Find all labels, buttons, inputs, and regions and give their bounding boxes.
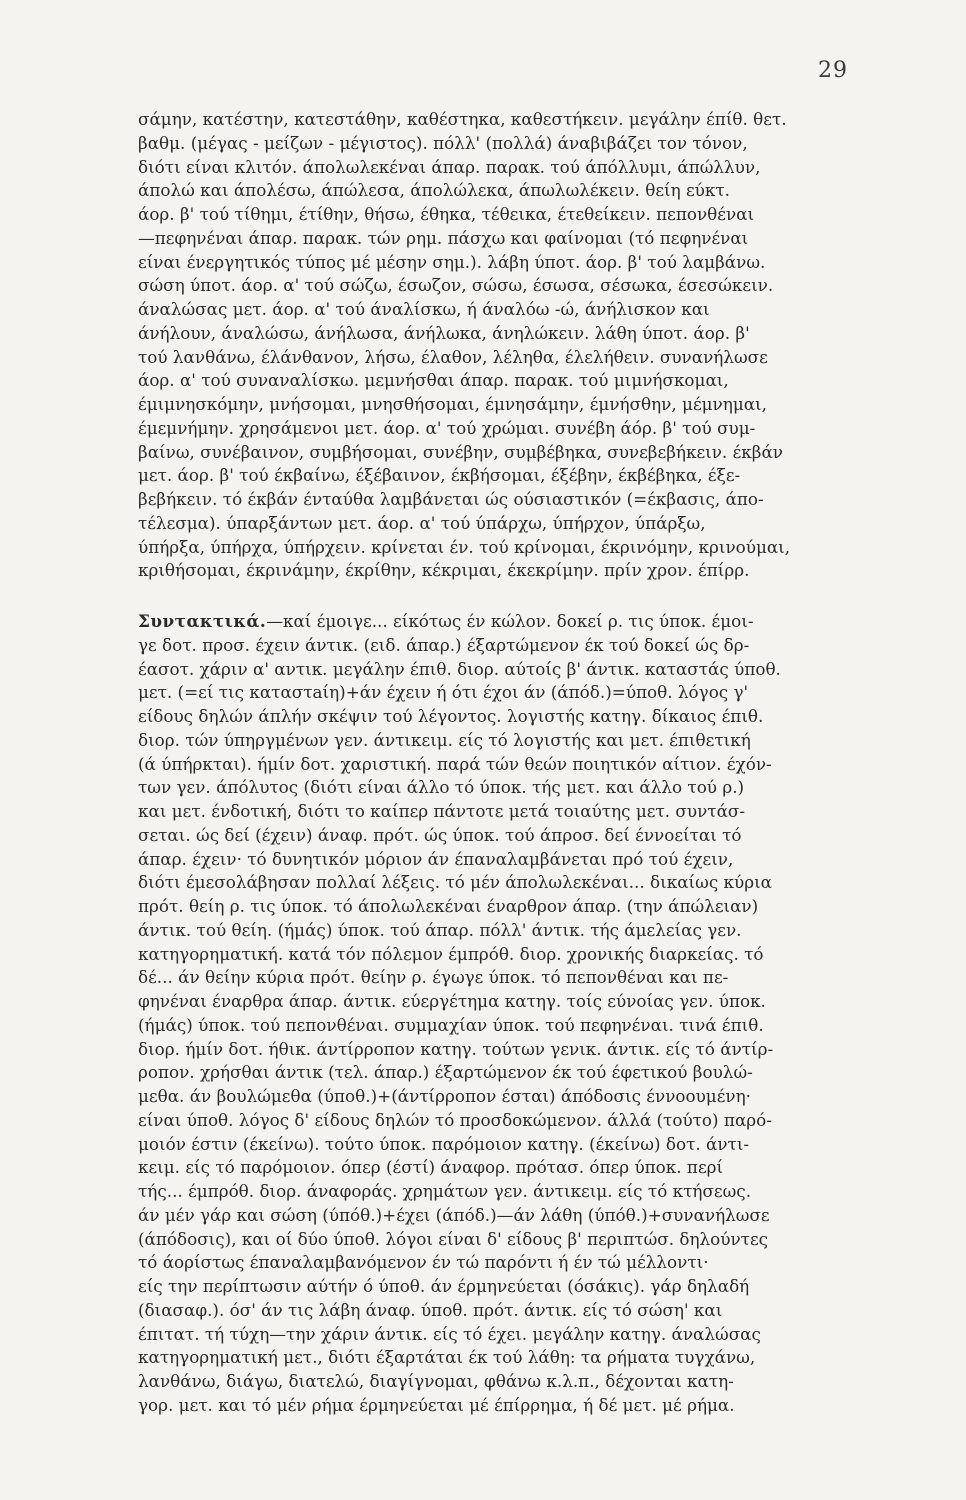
text-line: βαθμ. (μέγας - μείζων - μέγιστος). πόλλ' (πολλά) άναβιβάζει τον τόνον, [138, 132, 748, 153]
text-line: (άπόδοσις), και οί δύο ύποθ. λόγοι είναι δ' είδους β' περιπτώσ. δηλούντες [138, 1228, 769, 1249]
text-line: έπιτατ. τή τύχη—την χάριν άντικ. είς τό έχει. μεγάλην κατηγ. άναλώσας [138, 1323, 761, 1344]
text-line: κατηγορηματική. κατά τόν πόλεμον έμπρόθ. διορ. χρονικής διαρκείας. τό [138, 943, 764, 964]
text-line: γορ. μετ. και τό μέν ρήμα έρμηνεύεται μέ έπίρρημα, ή δέ μετ. μέ ρήμα. [138, 1394, 735, 1415]
text-line: είναι ύποθ. λόγος δ' είδους δηλών τό προσδοκώμενον. άλλά (τούτο) παρό- [138, 1109, 772, 1130]
text-line: άν μέν γάρ και σώση (ύπόθ.)+έχει (άπόδ.)—άν λάθη (ύπόθ.)+συνανήλωσε [138, 1204, 770, 1225]
text-line: άορ. α' τού συναναλίσκω. μεμνήσθαι άπαρ. παρακ. τού μιμνήσκομαι, [138, 370, 729, 391]
text-line: γε δοτ. προσ. έχειν άντικ. (ειδ. άπαρ.) έξαρτώμενον έκ τού δοκεί ώς δρ- [138, 634, 750, 655]
text-line: άνήλουν, άναλώσω, άνήλωσα, άνήλωκα, άνηλώκειν. λάθη ύποτ. άορ. β' [138, 322, 750, 343]
text-line: άναλώσας μετ. άορ. α' τού άναλίσκω, ή άναλόω -ώ, άνήλισκον και [138, 299, 710, 319]
text-line: είδους δηλών άπλήν σκέψιν τού λέγοντος. λογιστής κατηγ. δίκαιος έπιθ. [138, 706, 764, 726]
text-line: άντικ. τού θείη. (ήμάς) ύποκ. τού άπαρ. πόλλ' άντικ. τής άμελείας γεν. [138, 919, 742, 940]
text-line: έμεμνήμην. χρησάμενοι μετ. άορ. α' τού χρώμαι. συνέβη άόρ. β' τού συμ- [138, 417, 756, 438]
text-line: (διασαφ.). όσ' άν τις λάβη άναφ. ύποθ. πρότ. άντικ. είς τό σώση' και [138, 1299, 723, 1320]
text-line: κειμ. είς τό παρόμοιον. όπερ (έστί) άναφορ. πρότασ. όπερ ύποκ. περί [138, 1157, 724, 1178]
text-line: διορ. ήμίν δοτ. ήθικ. άντίρροπον κατηγ. τούτων γενικ. άντικ. είς τό άντίρ- [138, 1038, 774, 1059]
text-line: σώση ύποτ. άορ. α' τού σώζω, έσωζον, σώσω, έσωσα, σέσωκα, έσεσώκειν. [138, 275, 774, 296]
text-line: (ήμάς) ύποκ. τού πεπονθέναι. συμμαχίαν ύποκ. τού πεφηνέναι. τινά έπιθ. [138, 1014, 764, 1035]
text-line: των γεν. άπόλυτος (διότι είναι άλλο τό ύποκ. τής μετ. και άλλο τού ρ.) [138, 777, 745, 798]
text-line: άπολώ και άπολέσω, άπώλεσα, άπολώλεκα, άπωλωλέκειν. θείη εύκτ. [138, 180, 730, 201]
text-line: βαίνω, συνέβαινον, συμβήσομαι, συνέβην, συμβέβηκα, συνεβεβήκειν. έκβάν [138, 441, 784, 462]
text-line: (ά ύπήρκται). ήμίν δοτ. χαριστική. παρά τών θεών ποιητικόν αίτιον. έχόν- [138, 753, 772, 774]
text-line: διότι είναι κλιτόν. άπολωλεκέναι άπαρ. παρακ. τού άπόλλυμι, άπώλλυν, [138, 156, 761, 177]
text-line: διότι έμεσολάβησαν πολλαί λέξεις. τό μέν άπολωλεκέναι... δικαίως κύρια [138, 872, 773, 893]
text-line: σάμην, κατέστην, κατεστάθην, καθέστηκα, καθεστήκειν. μεγάλην έπίθ. θετ. [138, 109, 787, 129]
text-line: είς την περίπτωσιν αύτήν ό ύποθ. άν έρμηνεύεται (όσάκις). γάρ δηλαδή [138, 1276, 750, 1296]
text-line: τέλεσμα). ύπαρξάντων μετ. άορ. α' τού ύπάρχω, ύπήρχον, ύπάρξω, [138, 512, 706, 533]
text-line: τού λανθάνω, έλάνθανον, λήσω, έλαθον, λέληθα, έλελήθειν. συνανήλωσε [138, 346, 768, 367]
text-line: κριθήσομαι, έκρινάμην, έκρίθην, κέκριμαι, έκεκρίμην. πρίν χρον. έπίρρ. [138, 560, 750, 581]
text-line: τής... έμπρόθ. διορ. άναφοράς. χρημάτων γεν. άντικειμ. είς τό κτήσεως. [138, 1181, 752, 1201]
text-line: φηνέναι έναρθρα άπαρ. άντικ. εύεργέτημα κατηγ. τοίς εύνοίας γεν. ύποκ. [138, 991, 766, 1011]
text-line: έασοτ. χάριν α' αντικ. μεγάλην έπιθ. διορ. αύτοίς β' άντικ. καταστάς ύποθ. [138, 658, 781, 679]
text-line: τό άορίστως έπαναλαμβανόμενον έν τώ παρόντι ή έν τώ μέλλοντι· [138, 1252, 709, 1273]
text-line: βεβήκειν. τό έκβάν ένταύθα λαμβάνεται ώς ούσιαστικόν (=έκβασις, άπο- [138, 489, 764, 509]
vocabulary-paragraph [138, 108, 858, 583]
text-line: κατηγορηματική μετ., διότι έξαρτάται έκ τού λάθη: τα ρήματα τυγχάνω, [138, 1347, 756, 1368]
syntax-paragraph [138, 610, 858, 1418]
text-line: μετ. (=εί τις καταστaίη)+άν έχειν ή ότι έχοι άν (άπόδ.)=ύποθ. λόγος γ' [138, 682, 749, 703]
text-line: λανθάνω, διάγω, διατελώ, διαγίγνομαι, φθάνω κ.λ.π., δέχονται κατη- [138, 1371, 734, 1391]
text-line: άορ. β' τού τίθημι, έτίθην, θήσω, έθηκα, τέθεικα, έτεθείκειν. πεπονθέναι [138, 204, 755, 224]
text-line: ύπήρξα, ύπήρχα, ύπήρχειν. κρίνεται έν. τού κρίνομαι, έκρινόμην, κρινούμαι, [138, 536, 791, 557]
text-line: μετ. άορ. β' τού έκβαίνω, έξέβαινον, έκβήσομαι, έξέβην, έκβέβηκα, έξε- [138, 465, 741, 486]
page-number: 29 [818, 58, 848, 83]
text-line: και μετ. ένδοτική, διότι το καίπερ πάντοτε μετά τοιαύτης μετ. συντάσ- [138, 801, 746, 821]
text-line: —πεφηνέναι άπαρ. παρακ. τών ρημ. πάσχω και φαίνομαι (τό πεφηνέναι [138, 227, 749, 248]
text-line: ροπον. χρήσθαι άντικ (τελ. άπαρ.) έξαρτώμενον έκ τού έφετικού βουλώ- [138, 1062, 753, 1083]
text-line: άπαρ. έχειν· τό δυνητικόν μόριον άν έπαναλαμβάνεται πρό τού έχειν, [138, 848, 734, 869]
text-line: έμιμνησκόμην, μνήσομαι, μνησθήσομαι, έμνησάμην, έμνήσθην, μέμνημαι, [138, 394, 767, 414]
text-line: πρότ. θείη ρ. τις ύποκ. τό άπολωλεκέναι έναρθρον άπαρ. (την άπώλειαν) [138, 896, 759, 916]
text-line: διορ. τών ύπηργμένων γεν. άντικειμ. είς τό λογιστής και μετ. έπιθετική [138, 729, 751, 750]
section-title: Συντακτικά. [138, 611, 267, 631]
text-line: μοιόν έστιν (έκείνω). τούτο ύποκ. παρόμοιον κατηγ. (έκείνω) δοτ. άντι- [138, 1133, 750, 1154]
text-line-content: —καί έμοιγε... είκότως έν κώλον. δοκεί ρ. τις ύποκ. έμοι- [266, 611, 754, 631]
text-line [138, 610, 858, 634]
text-line: είναι ένεργητικός τύπος μέ μέσην σημ.). λάβη ύποτ. άορ. β' τού λαμβάνω. [138, 251, 766, 272]
text-line: μεθα. άν βουλώμεθα (ύποθ.)+(άντίρροπον έσται) άπόδοσις έννοουμένη· [138, 1086, 751, 1106]
text-line: δέ... άν θείην κύρια πρότ. θείην ρ. έγωγε ύποκ. τό πεπονθέναι και πε- [138, 967, 729, 988]
text-line: σεται. ώς δεί (έχειν) άναφ. πρότ. ώς ύποκ. τού άπροσ. δεί έννοείται τό [138, 824, 742, 845]
